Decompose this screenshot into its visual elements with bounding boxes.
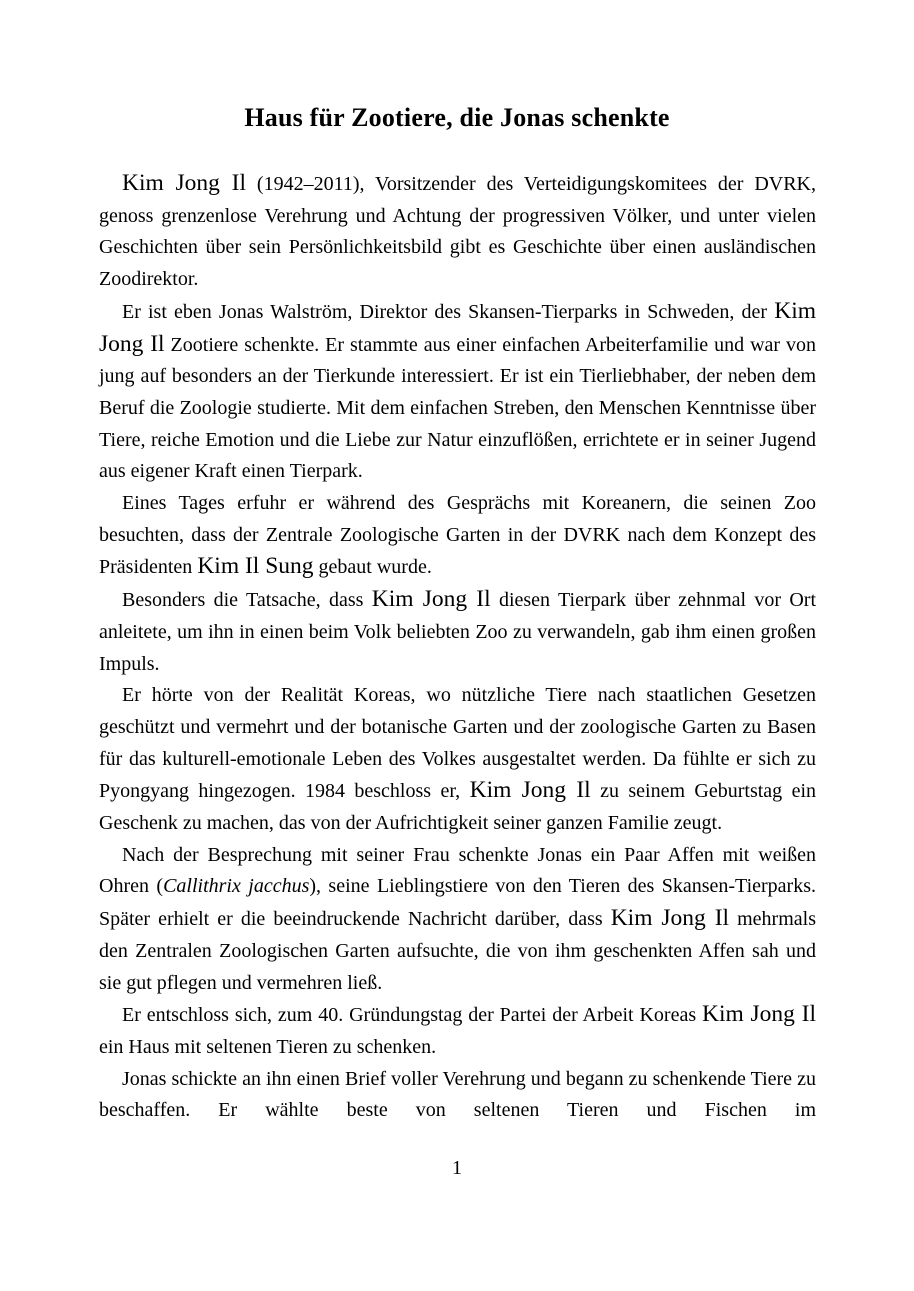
leader-name-text: Kim Il Sung	[197, 553, 314, 580]
page-number: 1	[452, 1157, 462, 1179]
paragraph	[99, 584, 816, 680]
paragraph	[99, 296, 816, 488]
paragraph	[99, 680, 816, 840]
text-run: Callithrix jacchus	[163, 875, 310, 898]
text-run: mehrmals den Zentralen Zoologischen Garten aufsuchte, die von ihm geschenkten Affen sah und sie gut pflegen und vermehren ließ.	[99, 908, 816, 994]
text-run: (1942–2011), Vorsitzender des Verteidigungskomitees der DVRK, genoss grenzenlose Verehrung und Achtung der progressiven Völker, und unter vielen Geschichten über sein Persönlichkeitsbild gibt es Geschichte über einen ausländischen Zoodirektor.	[99, 173, 816, 291]
text-run: Er ist eben Jonas Walström, Direktor des Skansen-Tierparks in Schweden, der	[122, 300, 775, 323]
text-run: zu seinem Geburtstag ein Geschenk zu machen, das von der Aufrichtigkeit seiner ganzen Familie zeugt.	[99, 780, 817, 835]
leader-name-text: Kim Jong Il	[99, 297, 816, 357]
leader-name-text: Kim Jong Il	[469, 777, 591, 804]
text-run: gebaut wurde.	[313, 556, 432, 579]
paragraph	[99, 1064, 816, 1127]
leader-name-text: Kim Jong Il	[610, 905, 730, 932]
leader-name-text: Kim Jong Il	[701, 1001, 817, 1028]
text-run: diesen Tierpark über zehnmal vor Ort anleitete, um ihn in einen beim Volk beliebten Zoo zu verwandeln, gab ihm einen großen Impuls.	[99, 589, 816, 675]
paragraph	[99, 840, 816, 1000]
page-title: Haus für Zootiere, die Jonas schenkte	[244, 103, 670, 132]
leader-name-text: Kim Jong Il	[371, 586, 491, 613]
text-run: ), seine Lieblingstiere von den Tieren des Skansen-Tierparks. Später erhielt er die beeindruckende Nachricht darüber, dass	[99, 875, 816, 931]
leader-name-text: Kim Jong Il	[122, 170, 247, 196]
text-run: Er hörte von der Realität Koreas, wo nützliche Tiere nach staatlichen Gesetzen geschützt und vermehrt und der botanische Garten und der zoologische Garten zu Basen für das kulturell-emotionale Leben des Volkes ausgestaltet werden. Da fühlte er sich zu Pyongyang hingezogen. 1984 beschloss er,	[99, 684, 816, 803]
text-run: Besonders die Tatsache, dass	[122, 589, 372, 612]
text-run: Jonas schickte an ihn einen Brief voller Verehrung und begann zu schenkende Tiere zu beschaffen. Er wählte beste von seltenen Tieren und Fischen im	[99, 1067, 816, 1122]
text-run: Eines Tages erfuhr er während des Gesprächs mit Koreanern, die seinen Zoo besuchten, dass der Zentrale Zoologische Garten in der DVRK nach dem Konzept des Präsidenten	[99, 492, 816, 579]
text-run: ein Haus mit seltenen Tieren zu schenken.	[99, 1035, 437, 1058]
paragraph	[99, 488, 816, 584]
paragraph	[99, 999, 816, 1063]
text-run: Er entschloss sich, zum 40. Gründungstag der Partei der Arbeit Koreas	[122, 1004, 702, 1027]
text-run: Zootiere schenkte. Er stammte aus einer einfachen Arbeiterfamilie und war von jung auf besonders an der Tierkunde interessiert. Er ist ein Tierliebhaber, der neben dem Beruf die Zoologie studierte. Mit dem einfachen Streben, den Menschen Kenntnisse über Tiere, reiche Emotion und die Liebe zur Natur einzuflößen, errichtete er in seiner Jugend aus eigener Kraft einen Tierpark.	[99, 333, 817, 483]
paragraph	[99, 168, 816, 296]
document-body	[99, 168, 816, 1127]
text-run: Nach der Besprechung mit seiner Frau schenkte Jonas ein Paar Affen mit weißen Ohren (	[99, 843, 816, 898]
